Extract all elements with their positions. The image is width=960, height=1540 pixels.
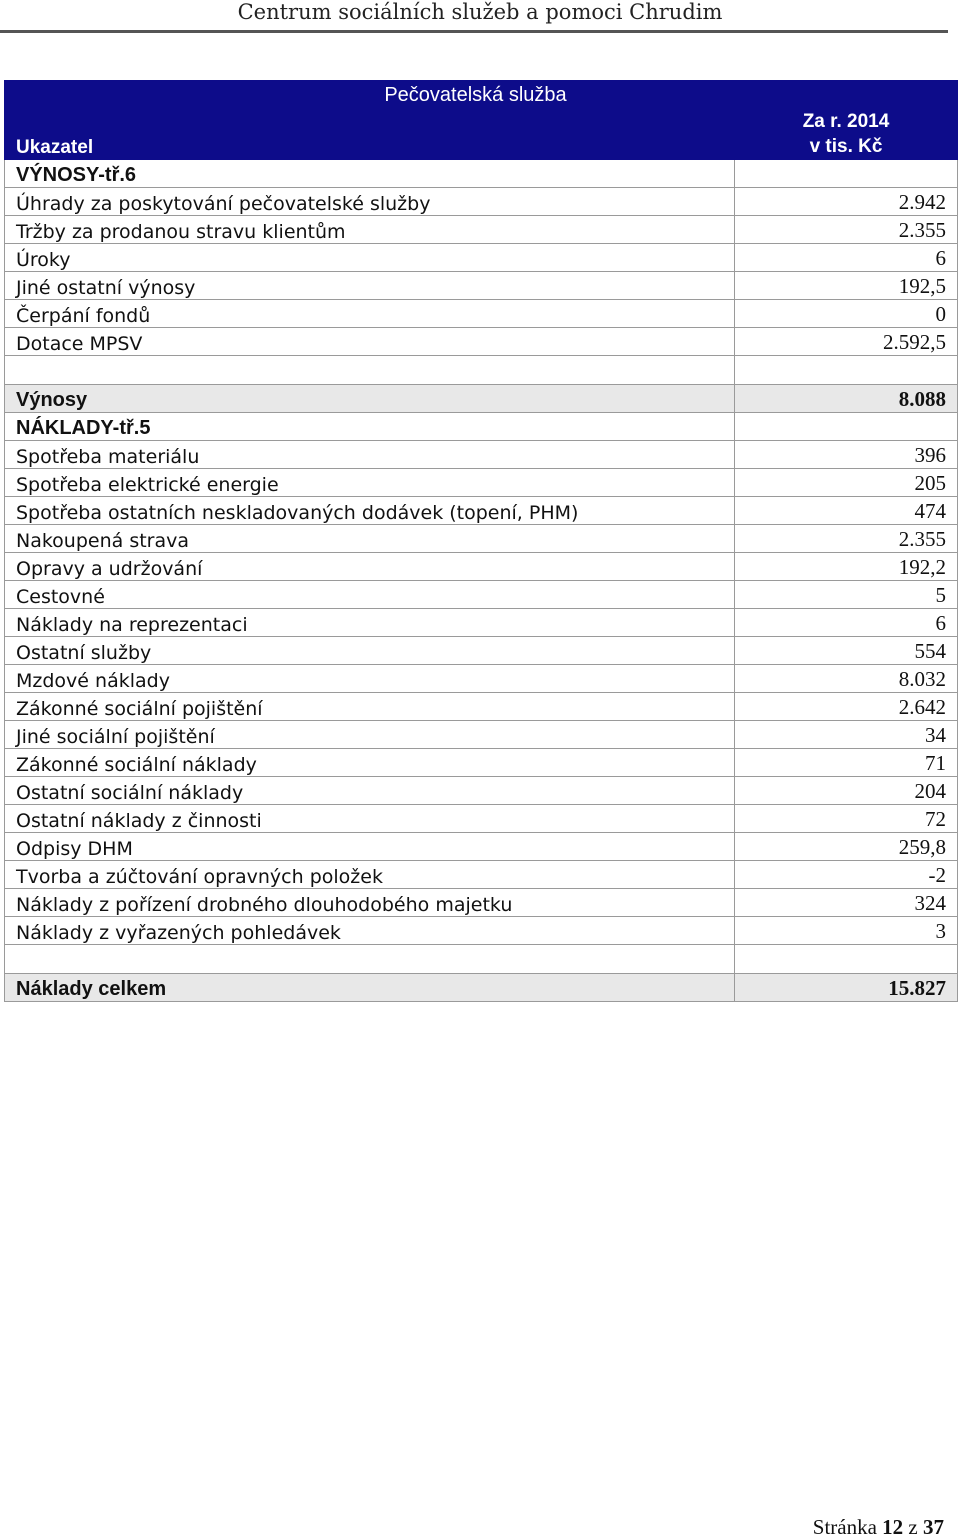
row-value: 2.942 — [735, 188, 958, 216]
cost-row — [5, 581, 958, 609]
row-value: -2 — [735, 861, 958, 889]
cost-row — [5, 805, 958, 833]
page-number — [813, 1515, 944, 1540]
header-rule — [0, 30, 948, 33]
row-label: Odpisy DHM — [5, 833, 735, 861]
revenue-row — [5, 244, 958, 272]
row-value: 15.827 — [735, 974, 958, 1002]
cost-row — [5, 637, 958, 665]
page-current: 12 — [882, 1515, 904, 1539]
cost-row — [5, 665, 958, 693]
row-value: 259,8 — [735, 833, 958, 861]
cost-row — [5, 889, 958, 917]
cost-row — [5, 861, 958, 889]
row-value: 8.088 — [735, 385, 958, 413]
row-label: Čerpání fondů — [5, 300, 735, 328]
row-label: Spotřeba elektrické energie — [5, 469, 735, 497]
row-label: Opravy a udržování — [5, 553, 735, 581]
cost-row — [5, 497, 958, 525]
table-header-row — [5, 108, 958, 160]
row-label: Mzdové náklady — [5, 665, 735, 693]
cost-row — [5, 693, 958, 721]
row-label: Náklady z pořízení drobného dlouhodobého majetku — [5, 889, 735, 917]
row-label: Jiné ostatní výnosy — [5, 272, 735, 300]
row-label: Ostatní sociální náklady — [5, 777, 735, 805]
cost-row — [5, 525, 958, 553]
row-value: 324 — [735, 889, 958, 917]
row-label: Náklady na reprezentaci — [5, 609, 735, 637]
row-label: Tržby za prodanou stravu klientům — [5, 216, 735, 244]
row-value — [735, 356, 958, 385]
row-label: Nakoupená strava — [5, 525, 735, 553]
row-label — [5, 945, 735, 974]
row-value: 6 — [735, 244, 958, 272]
row-value: 2.592,5 — [735, 328, 958, 356]
row-label: Jiné sociální pojištění — [5, 721, 735, 749]
row-label: Úroky — [5, 244, 735, 272]
cost-row — [5, 441, 958, 469]
page-prefix: Stránka — [812, 1515, 877, 1539]
row-label: Spotřeba ostatních neskladovaných dodávek (topení, PHM) — [5, 497, 735, 525]
row-value: 34 — [735, 721, 958, 749]
row-value: 2.355 — [735, 525, 958, 553]
row-label: Spotřeba materiálu — [5, 441, 735, 469]
row-label: NÁKLADY-tř.5 — [5, 413, 735, 441]
cost-heading-row — [5, 413, 958, 441]
row-value: 192,2 — [735, 553, 958, 581]
row-value — [735, 945, 958, 974]
page-total: 37 — [923, 1515, 944, 1539]
row-value: 0 — [735, 300, 958, 328]
row-label: Zákonné sociální náklady — [5, 749, 735, 777]
row-label — [5, 356, 735, 385]
revenue-row — [5, 328, 958, 356]
row-label: Ostatní náklady z činnosti — [5, 805, 735, 833]
table-section-title: Pečovatelská služba — [5, 81, 958, 108]
row-value: 2.355 — [735, 216, 958, 244]
revenue-row — [5, 272, 958, 300]
blank-row — [5, 945, 958, 974]
page-sep: z — [908, 1515, 918, 1539]
row-value: 5 — [735, 581, 958, 609]
row-value: 71 — [735, 749, 958, 777]
cost-row — [5, 917, 958, 945]
row-value: 2.642 — [735, 693, 958, 721]
blank-row — [5, 356, 958, 385]
cost-row — [5, 833, 958, 861]
row-value: 205 — [735, 469, 958, 497]
row-value: 8.032 — [735, 665, 958, 693]
revenue-heading-value — [735, 160, 958, 188]
row-value: 6 — [735, 609, 958, 637]
cost-row — [5, 777, 958, 805]
cost-total-row — [5, 974, 958, 1002]
financial-table — [4, 80, 958, 1002]
row-value: 72 — [735, 805, 958, 833]
row-value: 192,5 — [735, 272, 958, 300]
revenue-row — [5, 216, 958, 244]
row-label: Tvorba a zúčtování opravných položek — [5, 861, 735, 889]
page-header — [0, 0, 960, 30]
revenue-heading-row — [5, 160, 958, 188]
revenue-row — [5, 188, 958, 216]
row-value: 204 — [735, 777, 958, 805]
row-label: Dotace MPSV — [5, 328, 735, 356]
table-title-row — [5, 81, 958, 108]
row-label: Náklady z vyřazených pohledávek — [5, 917, 735, 945]
revenue-heading: VÝNOSY-tř.6 — [5, 160, 735, 188]
year-header-line1: Za r. 2014 — [802, 111, 890, 132]
row-value: 396 — [735, 441, 958, 469]
row-label: Cestovné — [5, 581, 735, 609]
revenue-total-row — [5, 385, 958, 413]
document-title: Centrum sociálních služeb a pomoci Chrudim — [237, 0, 723, 24]
revenue-row — [5, 300, 958, 328]
row-value: 474 — [735, 497, 958, 525]
cost-row — [5, 749, 958, 777]
cost-row — [5, 469, 958, 497]
row-label: Výnosy — [5, 385, 735, 413]
row-label: Zákonné sociální pojištění — [5, 693, 735, 721]
row-label: Úhrady za poskytování pečovatelské služby — [5, 188, 735, 216]
cost-row — [5, 609, 958, 637]
year-header — [735, 108, 958, 160]
row-value: 3 — [735, 917, 958, 945]
row-label: Ostatní služby — [5, 637, 735, 665]
indicator-header: Ukazatel — [5, 108, 735, 160]
cost-row — [5, 721, 958, 749]
row-label: Náklady celkem — [5, 974, 735, 1002]
year-header-line2: v tis. Kč — [809, 136, 883, 157]
cost-row — [5, 553, 958, 581]
row-value: 554 — [735, 637, 958, 665]
row-value — [735, 413, 958, 441]
